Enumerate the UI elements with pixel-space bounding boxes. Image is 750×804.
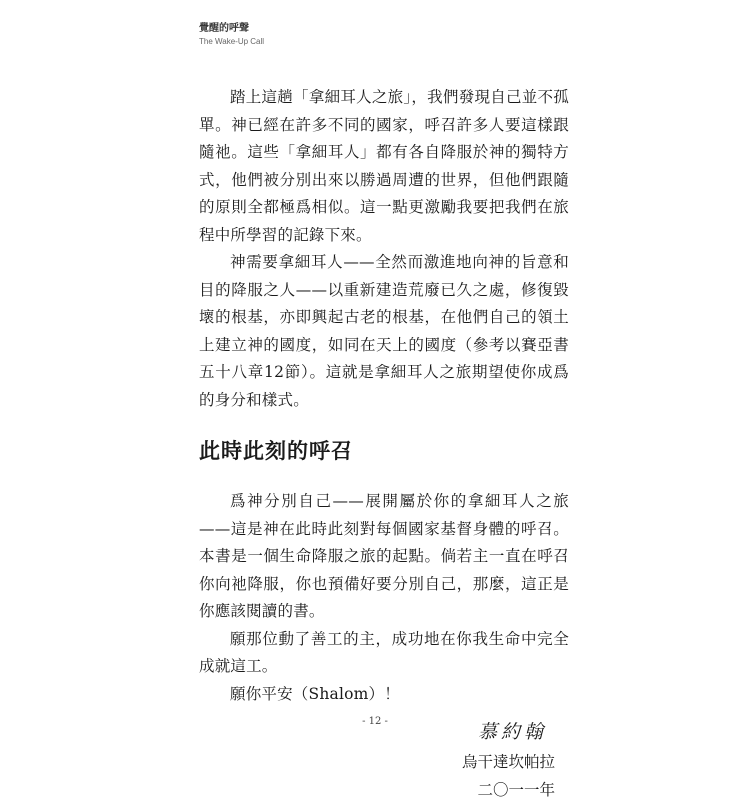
signature-block xyxy=(199,716,569,804)
section-heading: 此時此刻的呼召 xyxy=(199,439,353,463)
author-signature: 慕約翰 xyxy=(477,721,547,743)
running-header xyxy=(199,22,264,47)
paragraph: 踏上這趟「拿細耳人之旅」，我們發現自己並不孤單。神已經在許多不同的國家，呼召許多人要這樣跟隨祂。這些「拿細耳人」都有各自降服於神的獨特方式，他們被分別出來以勝過周遭的世界，但他們跟隨的原則全都極爲相似。這一點更激勵我要把我們在旅程中所學習的記錄下來。 xyxy=(199,88,569,244)
signature-place: 烏干達坎帕拉 xyxy=(461,753,555,771)
page-body xyxy=(199,84,569,804)
paragraph: 願那位動了善工的主，成功地在你我生命中完全成就這工。 xyxy=(199,629,569,675)
paragraph: 爲神分別自己——展開屬於你的拿細耳人之旅——這是神在此時此刻對每個國家基督身體的呼召。本書是一個生命降服之旅的起點。倘若主一直在呼召你向祂降服，你也預備好要分別自己，那麼，這正是你應該閱讀的書。 xyxy=(199,492,569,620)
page-number: - 12 - xyxy=(362,716,388,727)
header-title-en: The Wake-Up Call xyxy=(199,37,265,46)
header-title-zh: 覺醒的呼聲 xyxy=(199,23,249,34)
signature-year: 二〇一一年 xyxy=(477,781,555,799)
greeting: 願你平安（Shalom）！ xyxy=(230,684,400,703)
paragraph: 神需要拿細耳人——全然而激進地向神的旨意和目的降服之人——以重新建造荒廢已久之處，修復毀壞的根基，亦即興起古老的根基，在他們自己的領土上建立神的國度，如同在天上的國度（參考以賽亞書五十八章12節）。這就是拿細耳人之旅期望使你成爲的身分和樣式。 xyxy=(199,253,569,409)
